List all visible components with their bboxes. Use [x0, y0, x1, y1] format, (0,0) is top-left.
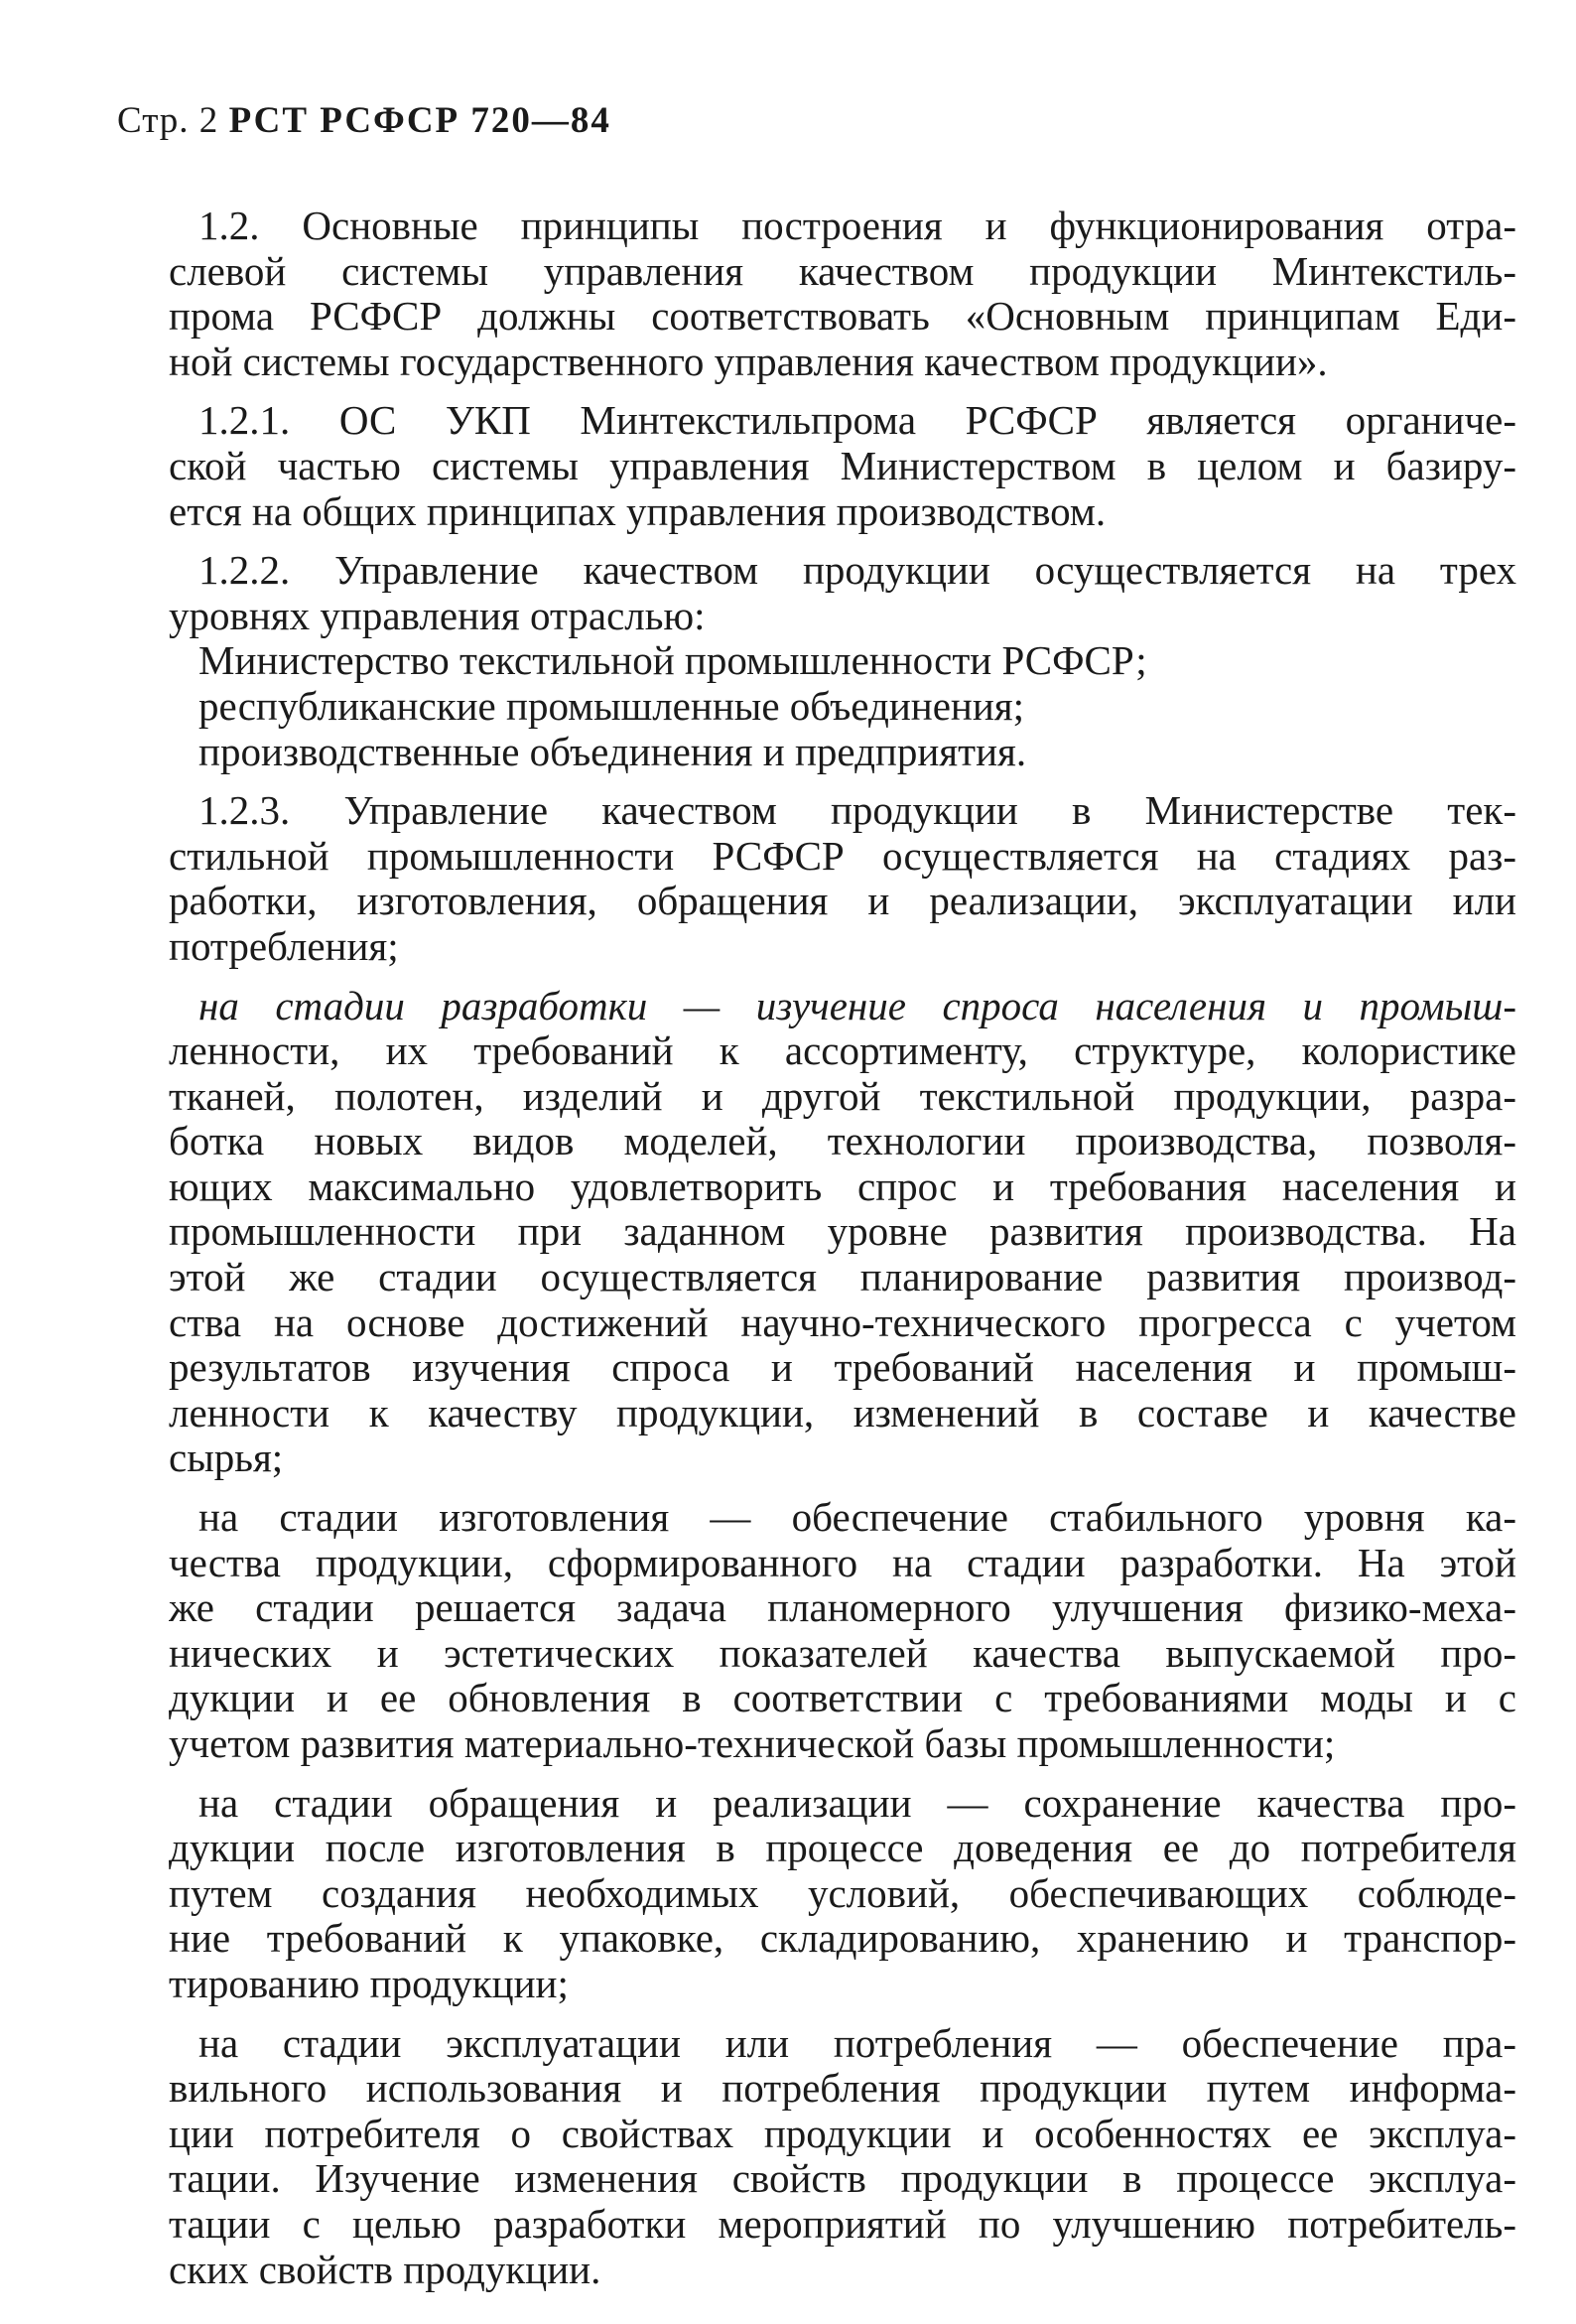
text-line: тированию продукции;: [169, 1961, 569, 2006]
text-line: слевой системы управления качеством продукции Минтекстиль-: [169, 248, 1516, 294]
page-header: [117, 99, 611, 143]
text-line: тканей, полотен, изделий и другой текстильной продукции, разра-: [169, 1073, 1516, 1119]
text-line: ной системы государственного управления качеством продукции».: [169, 339, 1328, 384]
text-line: ботка новых видов моделей, технологии производства, позволя-: [169, 1119, 1516, 1164]
text-line: 1.2. Основные принципы построения и функционирования отра-: [198, 204, 1516, 248]
text-line: на стадии эксплуатации или потребления — обеспечение пра-: [198, 2020, 1516, 2066]
text-line: на стадии изготовления — обеспечение стабильного уровня ка-: [198, 1495, 1516, 1541]
paragraph-operation-stage: [169, 2021, 1516, 2293]
list-item: республиканские промышленные объединения;: [198, 682, 1025, 729]
text-line: уровнях управления отраслью:: [169, 593, 706, 638]
text-line: ства на основе достижений научно-технического прогресса с учетом: [169, 1299, 1516, 1345]
paragraph-1-2-2: [169, 548, 1516, 774]
list-item: Министерство текстильной промышленности РСФСР;: [198, 637, 1147, 684]
paragraph-1-2: [169, 204, 1516, 384]
text-line: тации. Изучение изменения свойств продукции в процессе эксплуа-: [169, 2156, 1516, 2202]
text-line: ется на общих принципах управления производством.: [169, 488, 1107, 534]
text-line: ской частью системы управления Министерством в целом и базиру-: [169, 443, 1516, 488]
text-line: дукции и ее обновления в соответствии с требованиями моды и с: [169, 1676, 1516, 1721]
text-line: сырья;: [169, 1435, 284, 1481]
text-line: 1.2.3. Управление качеством продукции в Министерстве тек-: [198, 788, 1516, 834]
paragraph-1-2-1: [169, 398, 1516, 534]
text-line: ленности, их требований к ассортименту, структуре, колористике: [169, 1028, 1516, 1074]
text-line: ленности к качеству продукции, изменений в составе и качестве: [169, 1390, 1516, 1435]
text-line: ющих максимально удовлетворить спрос и требования населения и: [169, 1163, 1516, 1209]
text-line: потребления;: [169, 923, 399, 969]
document-body: [169, 204, 1516, 2306]
paragraph-manufacturing-stage: [169, 1495, 1516, 1767]
text-line: тации с целью разработки мероприятий по улучшению потребитель-: [169, 2201, 1516, 2247]
text-line: 1.2.1. ОС УКП Минтекстильпрома РСФСР является органиче-: [198, 398, 1516, 444]
text-line: путем создания необходимых условий, обеспечивающих соблюде-: [169, 1870, 1516, 1916]
text-line: на стадии разработки — изучение спроса населения и промыш-: [198, 983, 1516, 1028]
text-line: 1.2.2. Управление качеством продукции осуществляется на трех: [198, 548, 1516, 594]
text-line: же стадии решается задача планомерного улучшения физико-меха-: [169, 1585, 1516, 1631]
paragraph-1-2-3: [169, 788, 1516, 969]
text-line: учетом развития материально-технической базы промышленности;: [169, 1721, 1336, 1766]
text-line: промышленности при заданном уровне развития производства. На: [169, 1209, 1516, 1255]
text-line: ских свойств продукции.: [169, 2247, 601, 2292]
text-line: стильной промышленности РСФСР осуществляется на стадиях раз-: [169, 833, 1516, 879]
page-number: Стр. 2: [117, 100, 219, 141]
paragraph-circulation-stage: [169, 1781, 1516, 2007]
text-line: на стадии обращения и реализации — сохранение качества про-: [198, 1780, 1516, 1826]
text-line: ние требований к упаковке, складированию, хранению и транспор-: [169, 1916, 1516, 1962]
text-line: чества продукции, сформированного на стадии разработки. На этой: [169, 1540, 1516, 1585]
text-line: нических и эстетических показателей качества выпускаемой про-: [169, 1630, 1516, 1676]
paragraph-development-stage: [169, 984, 1516, 1482]
text-line: прома РСФСР должны соответствовать «Основным принципам Еди-: [169, 294, 1516, 340]
text-line: результатов изучения спроса и требований населения и промыш-: [169, 1345, 1516, 1391]
list-item: производственные объединения и предприятия.: [198, 728, 1027, 774]
document-code: РСТ РСФСР 720—84: [228, 100, 611, 141]
text-line: вильного использования и потребления продукции путем информа-: [169, 2066, 1516, 2112]
text-line: этой же стадии осуществляется планирование развития производ-: [169, 1255, 1516, 1300]
text-line: ции потребителя о свойствах продукции и особенностях ее эксплуа-: [169, 2111, 1516, 2156]
text-line: работки, изготовления, обращения и реализации, эксплуатации или: [169, 879, 1516, 924]
text-line: дукции после изготовления в процессе доведения ее до потребителя: [169, 1826, 1516, 1871]
